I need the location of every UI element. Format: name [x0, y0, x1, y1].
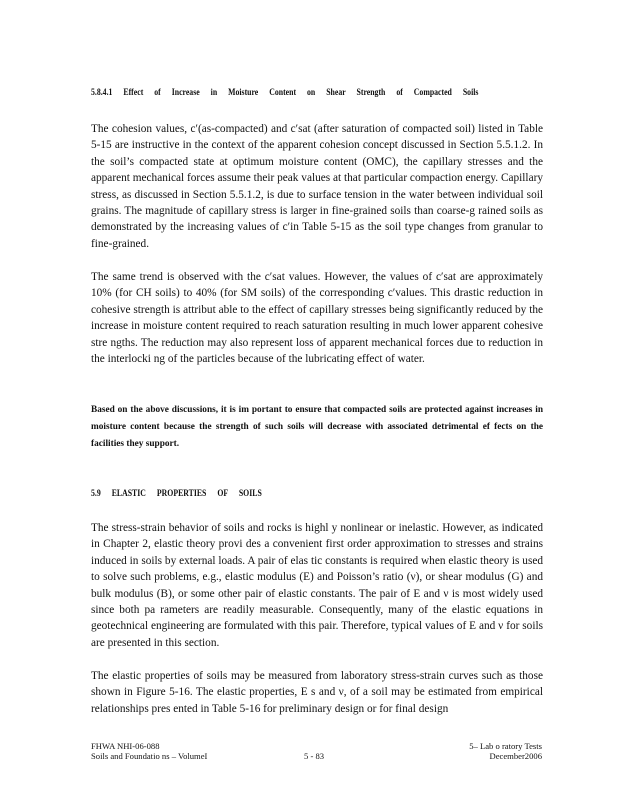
footer-chapter-title: 5– Lab o ratory Tests [469, 741, 542, 751]
paragraph-bold-protection-note: Based on the above discussions, it is im portant to ensure that compacted soils are protected against increases in moisture content because the strength of such soils will decrease with associated detrimental ef fects on the facilities they support. [91, 405, 543, 449]
footer-volume-title: Soils and Foundatio ns – VolumeI [91, 751, 208, 761]
section-heading-5-8-4-1: 5.8.4.1 Effect of Increase in Moisture Content on Shear Strength of Compacted Soils [91, 88, 479, 98]
footer-date: December2006 [489, 751, 542, 761]
footer-publication-id: FHWA NHI-06-088 [91, 741, 160, 751]
section-heading-5-9: 5.9 ELASTIC PROPERTIES OF SOILS [91, 489, 262, 499]
footer-right [447, 741, 542, 761]
paragraph-stress-strain: The stress-strain behavior of soils and rocks is highl y nonlinear or inelastic. However, as indicated in Chapter 2, elastic theory provi des a convenient first order approximation to stresses and strains induced in soils by external loads. A pair of elas tic constants is required when elastic theory is used to solve such problems, e.g., elastic modulus (E) and Poisson’s ratio (ν), or shear modulus (G) and bulk modulus (B), or some other pair of elastic constants. The pair of E and ν is most widely used since both pa rameters are readily measurable. Consequently, many of the elastic equations in geotechnical engineering are formulated with this pair. Therefore, typical values of E and ν for soils are presented in this section. [91, 522, 543, 649]
footer-page-number: 5 - 83 [304, 751, 325, 761]
paragraph-elastic-properties: The elastic properties of soils may be measured from laboratory stress-strain curves such as those shown in Figure 5-16. The elastic properties, E s and ν, of a soil may be estimated from empirical relationships pres ented in Table 5-16 for preliminary design or for final design [91, 670, 543, 715]
paragraph-cohesion-values: The cohesion values, c′(as-compacted) and c′sat (after saturation of compacted soil) listed in Table 5-15 are instructive in the context of the apparent cohesion concept discussed in Section 5.5.1.2. In the soil’s compacted state at optimum moisture content (OMC), the capillary stresses and the apparent mechanical forces assume their peak values at that particular compaction energy. Capillary stress, as discussed in Section 5.5.1.2, is due to surface tension in the water between individual soil grains. The magnitude of capillary stress is larger in fine-grained soils than coarse-g rained soils as demonstrated by the increasing values of c′in Table 5-15 as the soil type changes from granular to fine-grained. [91, 123, 543, 250]
paragraph-same-trend: The same trend is observed with the c′sat values. However, the values of c′sat are approximately 10% (for CH soils) to 40% (for SM soils) of the corresponding c′values. This drastic reduction in cohesive strength is attribut able to the effect of capillary stresses being significantly reduced by the increase in moisture content required to reach saturation resulting in much lower apparent cohesive stre ngths. The reduction may also represent loss of apparent mechanical forces due to reduction in the interlocki ng of the particles because of the lubricating effect of water. [91, 271, 543, 366]
footer-left [91, 741, 207, 761]
